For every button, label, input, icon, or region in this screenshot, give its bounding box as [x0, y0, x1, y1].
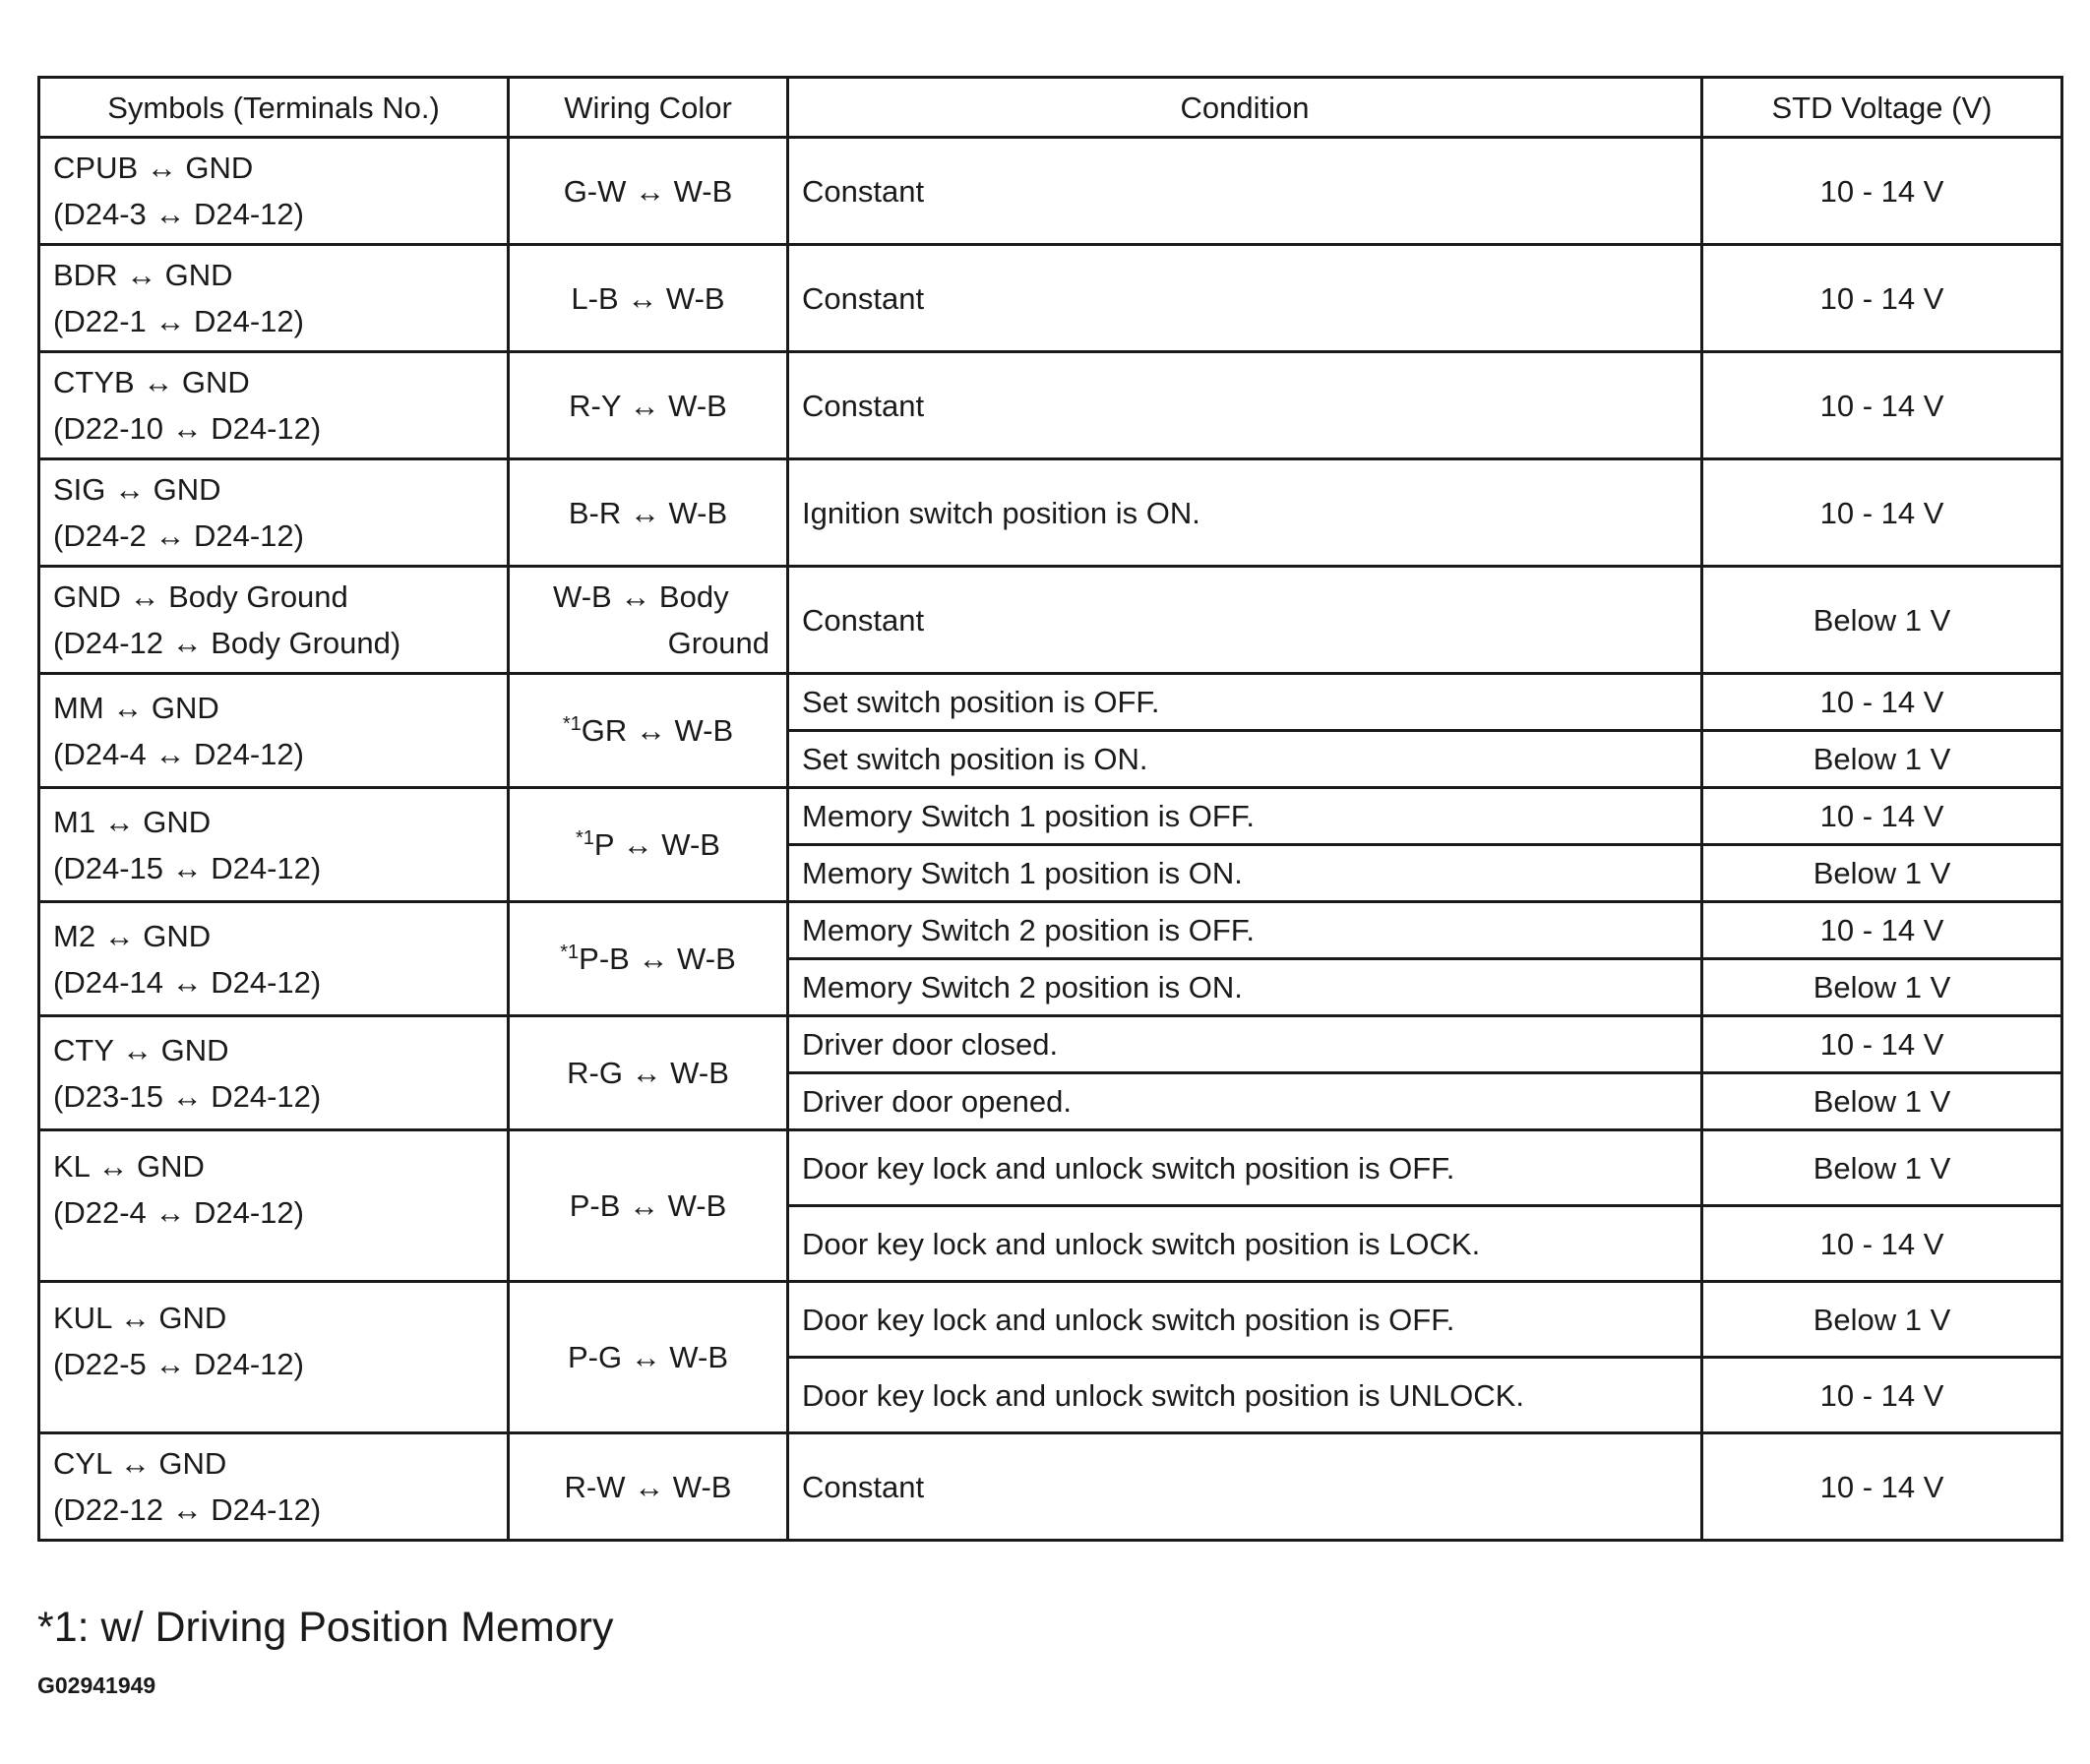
table-row — [39, 1130, 2062, 1206]
footnote-marker: *1 — [576, 827, 594, 849]
table-row — [39, 567, 2062, 674]
header-std-voltage: STD Voltage (V) — [1702, 78, 2062, 138]
std-voltage: Below 1 V — [1702, 567, 2062, 674]
condition: Door key lock and unlock switch position is LOCK. — [788, 1206, 1702, 1282]
table-row — [39, 674, 2062, 731]
wiring-color-text: P-B ↔ W-B — [579, 942, 736, 976]
wiring-color: G-W ↔ W-B — [509, 138, 788, 245]
condition: Door key lock and unlock switch position is UNLOCK. — [788, 1358, 1702, 1433]
terminal-numbers: (D24-4 ↔ D24-12) — [53, 736, 304, 771]
table-row — [39, 1433, 2062, 1541]
symbol-cell — [39, 459, 509, 567]
wiring-color-text: P ↔ W-B — [593, 827, 720, 862]
std-voltage: Below 1 V — [1702, 1282, 2062, 1358]
symbol-cell — [39, 1130, 509, 1282]
symbol-name: BDR ↔ GND — [53, 258, 233, 292]
wiring-color — [509, 902, 788, 1016]
terminal-numbers: (D24-3 ↔ D24-12) — [53, 197, 304, 231]
table-row — [39, 1016, 2062, 1073]
std-voltage: 10 - 14 V — [1702, 788, 2062, 845]
symbol-name: CPUB ↔ GND — [53, 151, 254, 185]
table-row — [39, 902, 2062, 959]
std-voltage: 10 - 14 V — [1702, 138, 2062, 245]
symbol-cell — [39, 245, 509, 352]
table-row — [39, 245, 2062, 352]
wiring-color: B-R ↔ W-B — [509, 459, 788, 567]
symbol-cell — [39, 902, 509, 1016]
terminal-numbers: (D24-2 ↔ D24-12) — [53, 518, 304, 553]
condition: Memory Switch 1 position is ON. — [788, 845, 1702, 902]
symbol-cell — [39, 352, 509, 459]
symbol-name: M2 ↔ GND — [53, 918, 212, 953]
table-row — [39, 138, 2062, 245]
std-voltage: Below 1 V — [1702, 959, 2062, 1016]
condition: Constant — [788, 352, 1702, 459]
condition: Door key lock and unlock switch position is OFF. — [788, 1130, 1702, 1206]
symbol-name: CTYB ↔ GND — [53, 365, 250, 399]
header-row — [39, 78, 2062, 138]
terminal-numbers: (D24-15 ↔ D24-12) — [53, 850, 322, 885]
condition: Memory Switch 1 position is OFF. — [788, 788, 1702, 845]
terminal-numbers: (D23-15 ↔ D24-12) — [53, 1078, 322, 1114]
std-voltage: 10 - 14 V — [1702, 1206, 2062, 1282]
condition: Constant — [788, 567, 1702, 674]
std-voltage: 10 - 14 V — [1702, 902, 2062, 959]
symbol-cell — [39, 1016, 509, 1130]
condition: Set switch position is OFF. — [788, 674, 1702, 731]
terminal-numbers: (D22-4 ↔ D24-12) — [53, 1195, 304, 1230]
wiring-color — [509, 788, 788, 902]
table-row — [39, 1282, 2062, 1358]
symbol-cell — [39, 788, 509, 902]
terminal-numbers: (D22-10 ↔ D24-12) — [53, 411, 322, 446]
table-row — [39, 352, 2062, 459]
symbol-cell — [39, 567, 509, 674]
std-voltage: Below 1 V — [1702, 731, 2062, 788]
std-voltage: 10 - 14 V — [1702, 352, 2062, 459]
wiring-color: L-B ↔ W-B — [509, 245, 788, 352]
symbol-cell — [39, 674, 509, 788]
symbol-cell — [39, 1433, 509, 1541]
std-voltage: 10 - 14 V — [1702, 1433, 2062, 1541]
header-condition: Condition — [788, 78, 1702, 138]
header-symbols: Symbols (Terminals No.) — [39, 78, 509, 138]
symbol-name: GND ↔ Body Ground — [53, 579, 348, 614]
std-voltage: 10 - 14 V — [1702, 674, 2062, 731]
terminal-numbers: (D22-1 ↔ D24-12) — [53, 304, 304, 338]
wiring-color: R-G ↔ W-B — [509, 1016, 788, 1130]
symbol-name: MM ↔ GND — [53, 690, 219, 725]
std-voltage: Below 1 V — [1702, 1073, 2062, 1130]
table-row — [39, 459, 2062, 567]
wiring-color: R-Y ↔ W-B — [509, 352, 788, 459]
terminal-numbers: (D22-5 ↔ D24-12) — [53, 1347, 304, 1381]
std-voltage: Below 1 V — [1702, 1130, 2062, 1206]
wiring-color — [509, 674, 788, 788]
condition: Driver door opened. — [788, 1073, 1702, 1130]
symbol-cell — [39, 138, 509, 245]
terminal-voltage-table — [37, 76, 2063, 1542]
header-wiring-color: Wiring Color — [509, 78, 788, 138]
condition: Driver door closed. — [788, 1016, 1702, 1073]
condition: Set switch position is ON. — [788, 731, 1702, 788]
condition: Memory Switch 2 position is ON. — [788, 959, 1702, 1016]
table-row — [39, 788, 2062, 845]
symbol-name: CTY ↔ GND — [53, 1032, 229, 1067]
std-voltage: 10 - 14 V — [1702, 245, 2062, 352]
footnote-marker: *1 — [560, 942, 580, 963]
symbol-name: CYL ↔ GND — [53, 1446, 227, 1481]
condition: Memory Switch 2 position is OFF. — [788, 902, 1702, 959]
figure-code: G02941949 — [37, 1673, 156, 1698]
terminal-numbers: (D24-14 ↔ D24-12) — [53, 964, 322, 1000]
wiring-color-line1: W-B ↔ Body — [553, 579, 729, 614]
symbol-cell — [39, 1282, 509, 1433]
wiring-color: R-W ↔ W-B — [509, 1433, 788, 1541]
symbol-name: KL ↔ GND — [53, 1149, 205, 1184]
symbol-name: M1 ↔ GND — [53, 804, 212, 839]
symbol-name: KUL ↔ GND — [53, 1301, 227, 1335]
condition: Constant — [788, 245, 1702, 352]
footnote: *1: w/ Driving Position Memory — [37, 1604, 614, 1651]
wiring-color-text: GR ↔ W-B — [581, 713, 734, 748]
footnote-marker: *1 — [562, 713, 582, 735]
std-voltage: 10 - 14 V — [1702, 1016, 2062, 1073]
condition: Door key lock and unlock switch position is OFF. — [788, 1282, 1702, 1358]
wiring-color: P-B ↔ W-B — [509, 1130, 788, 1282]
symbol-name: SIG ↔ GND — [53, 472, 221, 507]
wiring-color — [509, 567, 788, 674]
wiring-color-line2: Ground — [667, 626, 769, 660]
terminal-numbers: (D24-12 ↔ Body Ground) — [53, 626, 401, 660]
std-voltage: Below 1 V — [1702, 845, 2062, 902]
condition: Constant — [788, 138, 1702, 245]
std-voltage: 10 - 14 V — [1702, 1358, 2062, 1433]
wiring-color: P-G ↔ W-B — [509, 1282, 788, 1433]
condition: Ignition switch position is ON. — [788, 459, 1702, 567]
std-voltage: 10 - 14 V — [1702, 459, 2062, 567]
condition: Constant — [788, 1433, 1702, 1541]
terminal-numbers: (D22-12 ↔ D24-12) — [53, 1492, 322, 1527]
